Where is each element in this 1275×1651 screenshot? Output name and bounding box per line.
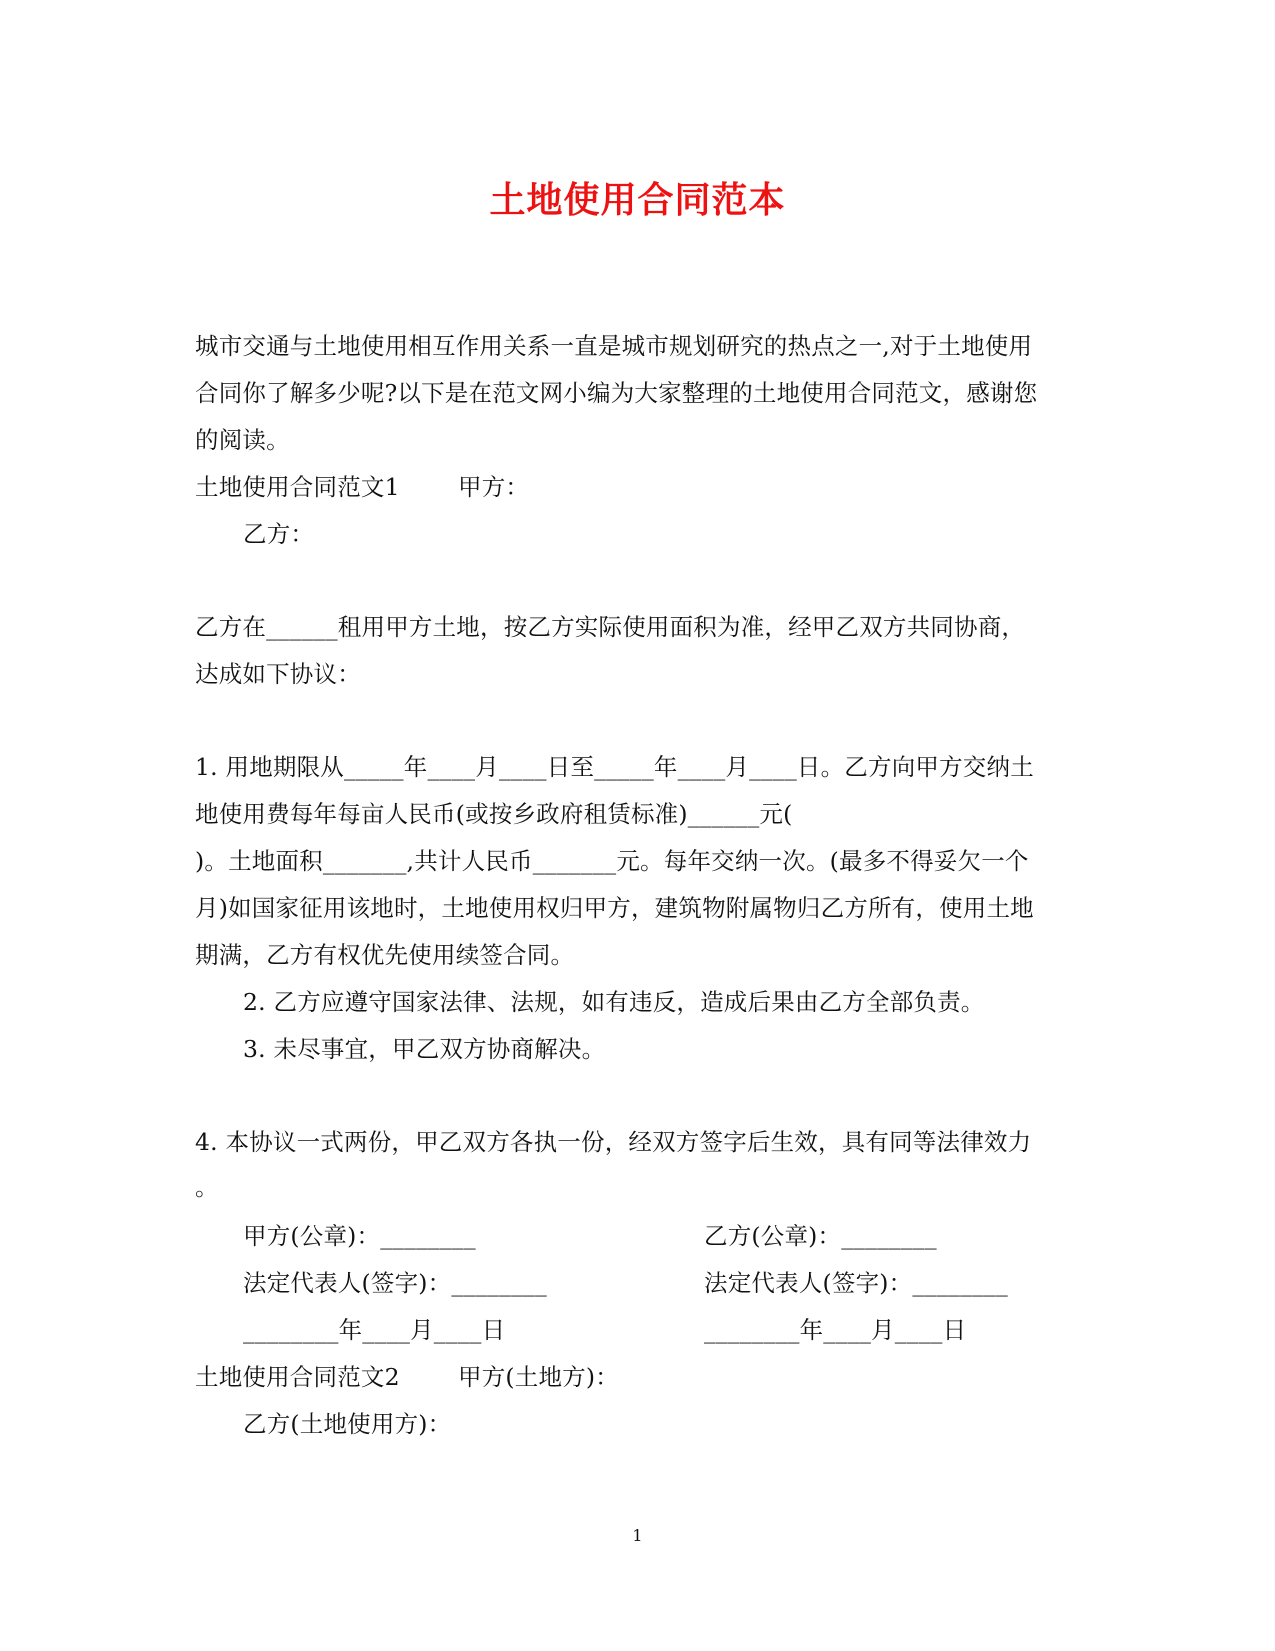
- clause4-line-2: 。: [195, 1173, 219, 1201]
- sample2-party-b: 乙方(土地使用方)：: [243, 1410, 452, 1438]
- clause2: 2. 乙方应遵守国家法律、法规，如有违反，造成后果由乙方全部负责。: [243, 988, 985, 1016]
- sign-a-representative: 法定代表人(签字)：________: [243, 1269, 547, 1297]
- clause1-line-5: 期满，乙方有权优先使用续签合同。: [195, 941, 575, 969]
- sample1-party-a: 甲方：: [458, 473, 530, 501]
- sample2-party-a: 甲方(土地方)：: [458, 1363, 619, 1391]
- clause1-line-3: )。土地面积_______,共计人民币_______元。每年交纳一次。(最多不得妥欠一个: [195, 847, 1029, 875]
- sign-b-representative: 法定代表人(签字)：________: [704, 1269, 1008, 1297]
- clause1-line-2: 地使用费每年每亩人民币(或按乡政府租赁标准)______元(: [195, 800, 793, 828]
- sample1-heading: 土地使用合同范文1: [195, 473, 400, 501]
- preamble-line-1: 乙方在______租用甲方土地，按乙方实际使用面积为准，经甲乙双方共同协商，: [195, 613, 1026, 641]
- page-number: 1: [632, 1526, 643, 1545]
- intro-line-2: 合同你了解多少呢?以下是在范文网小编为大家整理的土地使用合同范文，感谢您: [195, 379, 1038, 407]
- sign-a-seal: 甲方(公章)：________: [243, 1222, 476, 1250]
- document-title: 土地使用合同范本: [489, 179, 786, 221]
- intro-line-3: 的阅读。: [195, 426, 290, 454]
- clause1-line-1: 1. 用地期限从_____年____月____日至_____年____月____日。乙方向甲方交纳土: [195, 753, 1034, 781]
- sign-a-date: ________年____月____日: [243, 1316, 506, 1344]
- sample1-party-b: 乙方：: [243, 520, 315, 548]
- clause1-line-4: 月)如国家征用该地时，土地使用权归甲方，建筑物附属物归乙方所有，使用土地: [195, 894, 1034, 922]
- sign-b-seal: 乙方(公章)：________: [704, 1222, 937, 1250]
- preamble-line-2: 达成如下协议：: [195, 660, 361, 688]
- intro-line-1: 城市交通与土地使用相互作用关系一直是城市规划研究的热点之一,对于土地使用: [195, 332, 1033, 360]
- clause4-line-1: 4. 本协议一式两份，甲乙双方各执一份，经双方签字后生效，具有同等法律效力: [195, 1128, 1032, 1156]
- sample2-heading: 土地使用合同范文2: [195, 1363, 400, 1391]
- sign-b-date: ________年____月____日: [704, 1316, 967, 1344]
- clause3: 3. 未尽事宜，甲乙双方协商解决。: [243, 1035, 606, 1063]
